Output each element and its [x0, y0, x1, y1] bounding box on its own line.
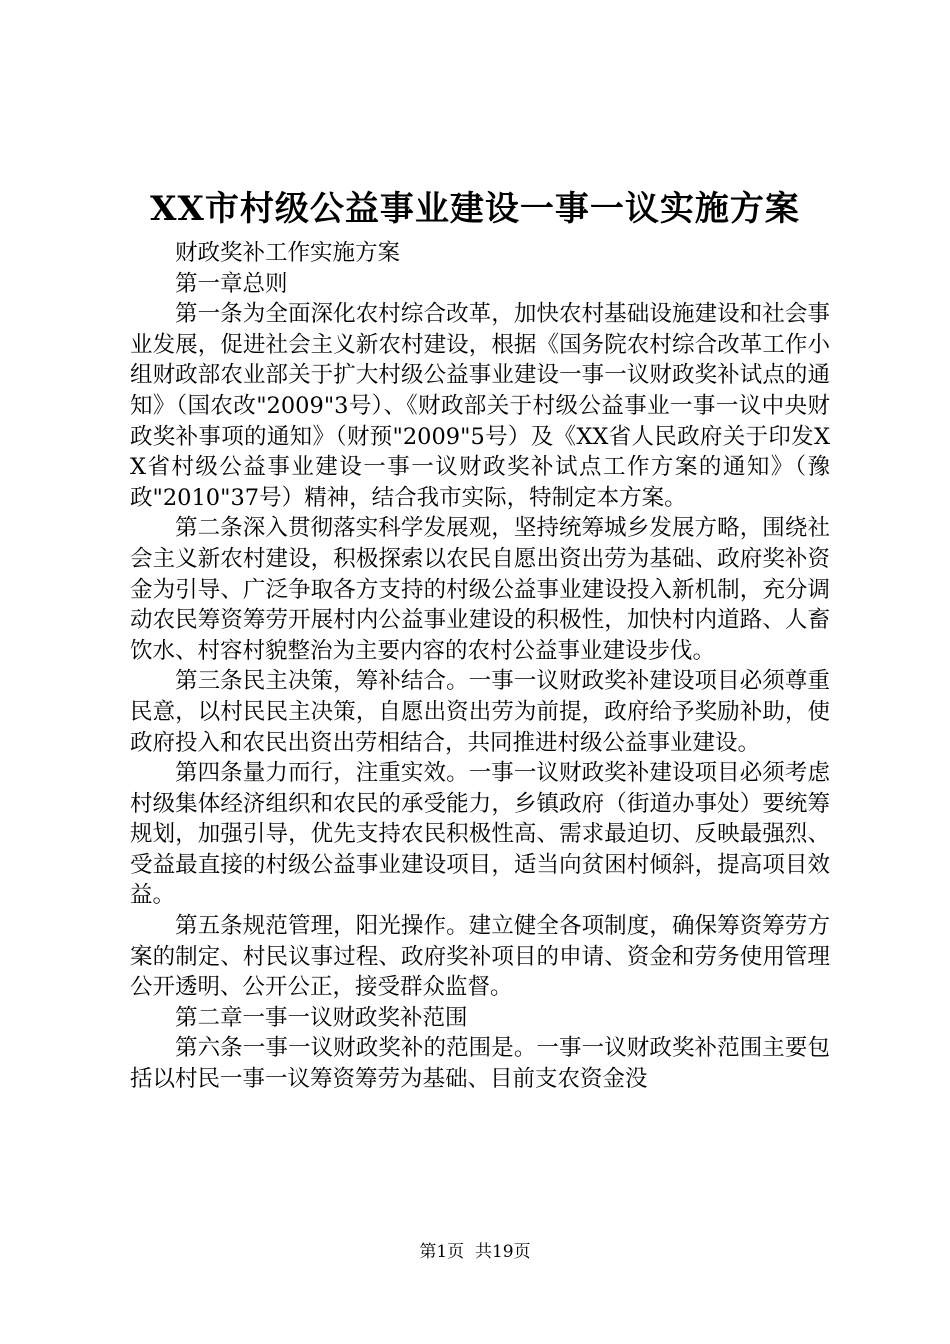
paragraph-article-1: 第一条为全面深化农村综合改革，加快农村基础设施建设和社会事业发展，促进社会主义新农村建设，根据《国务院农村综合改革工作小组财政部农业部关于扩大村级公益事业建设一事一议财政奖补试点的通知》（国农改"2009"3号）、《财政部关于村级公益事业一事一议中央财政奖补事项的通知》（财预"2009"5号）及《XX省人民政府关于印发XX省村级公益事业建设一事一议财政奖补试点工作方案的通知》（豫政"2010"37号）精神，结合我市实际，特制定本方案。: [130, 301, 830, 511]
paragraph-chapter-2-heading: 第二章一事一议财政奖补范围: [175, 1004, 468, 1031]
paragraph-article-2: 第二条深入贯彻落实科学发展观，坚持统筹城乡发展方略，围绕社会主义新农村建设，积极探索以农民自愿出资出劳为基础、政府奖补资金为引导、广泛争取各方支持的村级公益事业建设投入新机制，充分调动农民筹资筹劳开展村内公益事业建设的积极性，加快村内道路、人畜饮水、村容村貌整治为主要内容的农村公益事业建设步伐。: [130, 515, 830, 664]
paragraph-article-5: 第五条规范管理，阳光操作。建立健全各项制度，确保筹资筹劳方案的制定、村民议事过程、政府奖补项目的申请、资金和劳务使用管理公开透明、公开公正，接受群众监督。: [130, 913, 830, 1001]
paragraph-subtitle: 财政奖补工作实施方案: [175, 240, 401, 266]
paragraph-article-3: 第三条民主决策，筹补结合。一事一议财政奖补建设项目必须尊重民意，以村民民主决策，自愿出资出劳为前提，政府给予奖励补助，使政府投入和农民出资出劳相结合，共同推进村级公益事业建设。: [130, 668, 830, 756]
document-title: XX市村级公益事业建设一事一议实施方案: [150, 189, 800, 229]
document-body: [130, 238, 830, 1095]
paragraph-article-4: 第四条量力而行，注重实效。一事一议财政奖补建设项目必须考虑村级集体经济组织和农民的承受能力，乡镇政府（街道办事处）要统筹规划，加强引导，优先支持农民积极性高、需求最迫切、反映最强烈、受益最直接的村级公益事业建设项目，适当向贫困村倾斜，提高项目效益。: [130, 760, 830, 909]
paragraph-chapter-1-heading: 第一章总则: [175, 270, 288, 297]
page-footer: 第1页 共19页: [419, 1242, 531, 1262]
paragraph-article-6: 第六条一事一议财政奖补的范围是。一事一议财政奖补范围主要包括以村民一事一议筹资筹劳为基础、目前支农资金没: [130, 1035, 830, 1093]
